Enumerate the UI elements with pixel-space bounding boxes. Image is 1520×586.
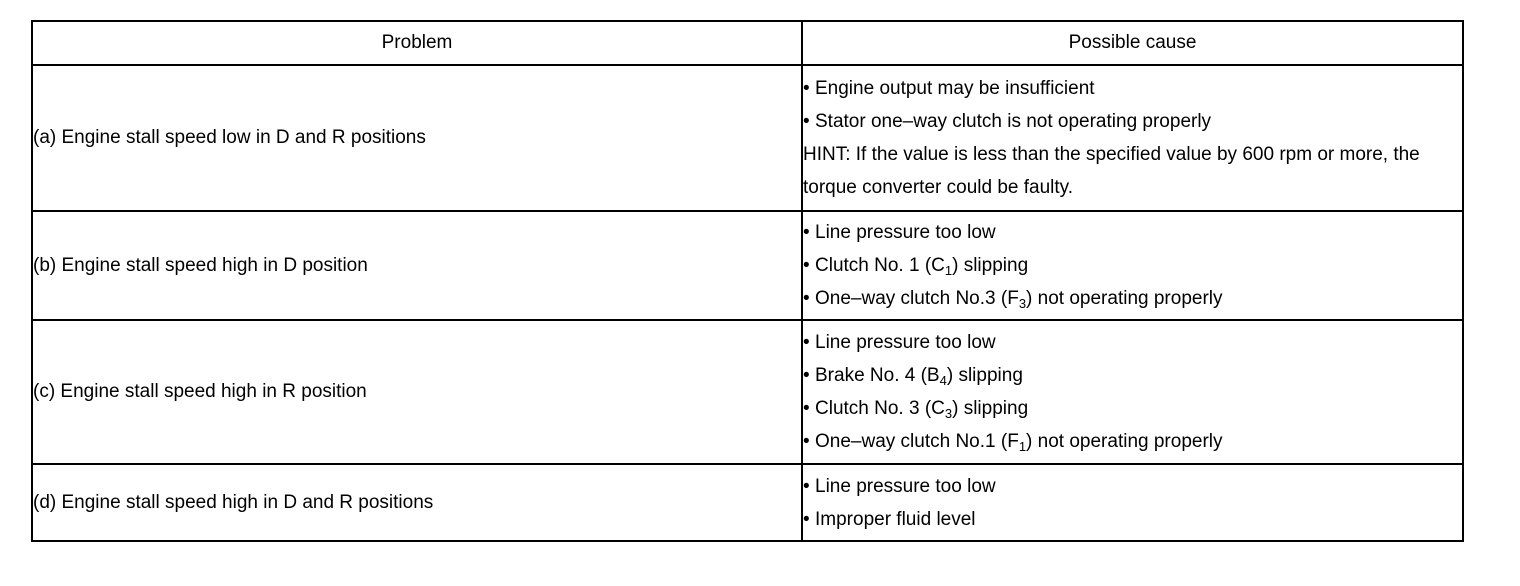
bullet: • [803, 508, 810, 530]
bullet: • [803, 332, 810, 353]
table-row [32, 464, 1463, 541]
cause-text: Improper fluid level [815, 508, 976, 530]
cause-item [803, 282, 1462, 315]
header-possible-cause: Possible cause [802, 21, 1463, 65]
problem-cell: (c) Engine stall speed high in R position [32, 320, 802, 464]
cause-cell [802, 211, 1463, 320]
cause-text-post: ) not operating properly [1026, 431, 1223, 452]
cause-cell [802, 464, 1463, 541]
subscript: 1 [944, 263, 953, 278]
subscript: 1 [1018, 439, 1027, 454]
problem-cell: (b) Engine stall speed high in D position [32, 211, 802, 320]
cause-text-post: ) not operating properly [1026, 288, 1223, 309]
cause-text-pre: Clutch No. 1 (C [815, 255, 945, 276]
cause-text: Line pressure too low [815, 475, 996, 497]
cause-item [803, 359, 1462, 392]
bullet: • [803, 255, 810, 276]
subscript: 4 [939, 373, 947, 388]
cause-item [803, 72, 1462, 105]
cause-item [803, 392, 1462, 425]
bullet: • [803, 398, 810, 419]
cause-text-post: ) slipping [952, 255, 1029, 276]
cause-text-pre: Clutch No. 3 (C [815, 398, 945, 419]
stall-test-table [31, 20, 1464, 542]
cause-text-pre: Brake No. 4 (B [815, 365, 940, 386]
table-row [32, 320, 1463, 464]
cause-text-post: ) slipping [952, 398, 1029, 419]
cause-text-post: ) slipping [946, 365, 1023, 386]
table-row [32, 211, 1463, 320]
table-header-row [32, 21, 1463, 65]
subscript: 3 [1018, 296, 1027, 311]
bullet: • [803, 78, 810, 99]
cause-cell [802, 320, 1463, 464]
cause-text: Line pressure too low [815, 222, 996, 243]
cause-text: Engine output may be insufficient [815, 78, 1095, 99]
table-row [32, 65, 1463, 211]
cause-text: Line pressure too low [815, 332, 996, 353]
cause-item [803, 503, 1462, 536]
bullet: • [803, 431, 810, 452]
bullet: • [803, 365, 810, 386]
cause-text: Stator one–way clutch is not operating properly [815, 111, 1212, 132]
cause-cell [802, 65, 1463, 211]
problem-cell: (d) Engine stall speed high in D and R positions [32, 464, 802, 541]
header-problem: Problem [32, 21, 802, 65]
cause-item [803, 326, 1462, 359]
cause-item [803, 216, 1462, 249]
bullet: • [803, 475, 810, 497]
subscript: 3 [944, 406, 953, 421]
hint-text: HINT: If the value is less than the specified value by 600 rpm or more, the torque converter could be faulty. [803, 144, 1420, 198]
cause-text-pre: One–way clutch No.3 (F [815, 288, 1019, 309]
cause-item [803, 105, 1462, 138]
cause-text-pre: One–way clutch No.1 (F [815, 431, 1019, 452]
bullet: • [803, 111, 810, 132]
bullet: • [803, 222, 810, 243]
cause-item [803, 425, 1462, 458]
cause-item [803, 249, 1462, 282]
bullet: • [803, 288, 810, 309]
problem-cell: (a) Engine stall speed low in D and R positions [32, 65, 802, 211]
cause-item [803, 470, 1462, 503]
